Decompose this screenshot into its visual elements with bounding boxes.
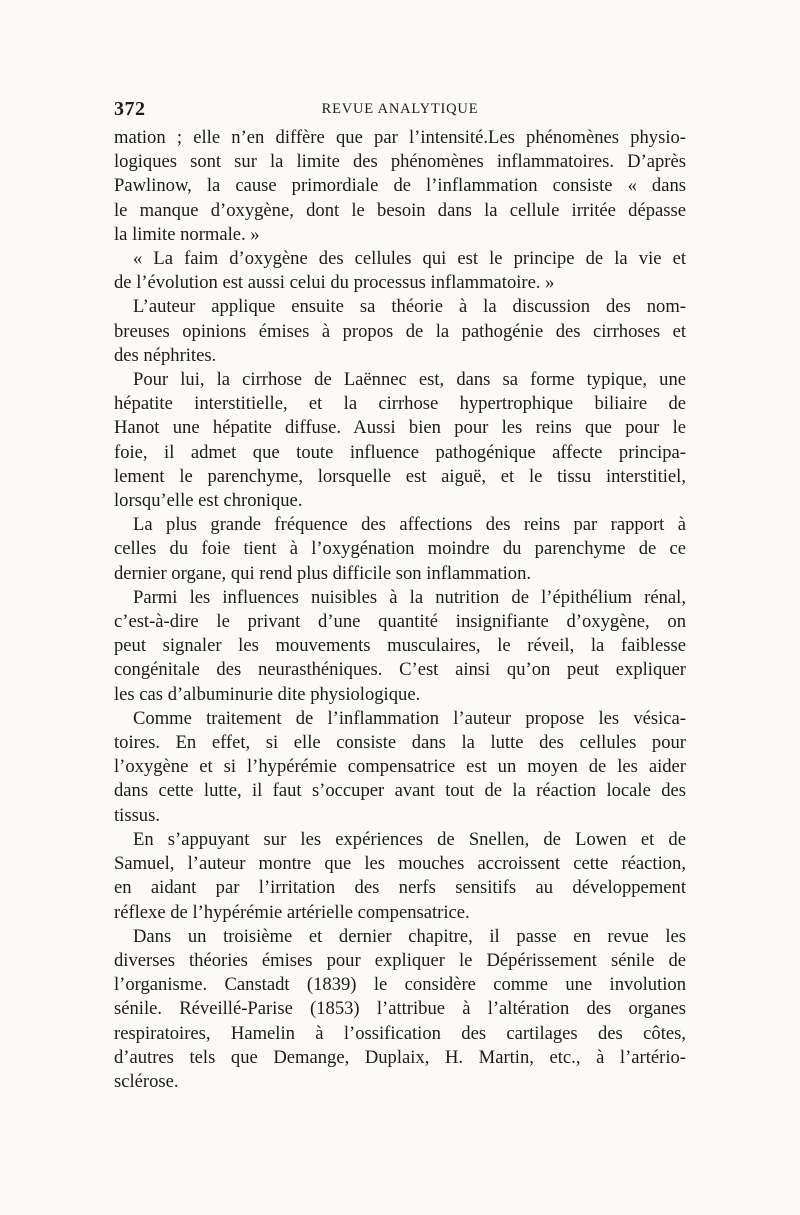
text-line: Hanot une hépatite diffuse. Aussi bien pour les reins que pour le: [114, 417, 686, 439]
text-line: toires. En effet, si elle consiste dans la lutte des cellules pour: [114, 732, 686, 754]
text-line: breuses opinions émises à propos de la pathogénie des cirrhoses et: [114, 320, 686, 342]
text-line: la limite normale. »: [114, 223, 260, 245]
text-line: mation ; elle n’en diffère que par l’intensité.Les phénomènes physio-: [114, 127, 686, 148]
text-line: lorsqu’elle est chronique.: [114, 490, 303, 512]
text-line: logiques sont sur la limite des phénomènes inflammatoires. D’après: [114, 151, 686, 173]
text-line: Pour lui, la cirrhose de Laënnec est, dans sa forme typique, une: [133, 369, 686, 391]
paragraph-5: [114, 513, 686, 586]
text-line: Pawlinow, la cause primordiale de l’inflammation consiste « dans: [114, 175, 686, 197]
text-line: Dans un troisième et dernier chapitre, il passe en revue les: [133, 925, 686, 947]
text-line: d’autres tels que Demange, Duplaix, H. Martin, etc., à l’artério-: [114, 1046, 686, 1068]
text-line: En s’appuyant sur les expériences de Snellen, de Lowen et de: [133, 828, 686, 850]
page-header: [114, 98, 686, 122]
text-line: sénile. Réveillé-Parise (1853) l’attribue à l’altération des organes: [114, 998, 686, 1020]
text-line: sclérose.: [114, 1070, 179, 1092]
text-line: dans cette lutte, il faut s’occuper avant tout de la réaction locale des: [114, 780, 686, 802]
text-line: de l’évolution est aussi celui du processus inflammatoire. »: [114, 272, 555, 294]
paragraph-7: [114, 707, 686, 828]
text-line: hépatite interstitielle, et la cirrhose hypertrophique biliaire de: [114, 393, 686, 415]
body-text: [114, 126, 686, 1094]
text-line: respiratoires, Hamelin à l’ossification des cartilages des côtes,: [114, 1022, 686, 1044]
text-line: réflexe de l’hypérémie artérielle compensatrice.: [114, 901, 470, 923]
paragraph-6: [114, 586, 686, 707]
text-line: des néphrites.: [114, 344, 217, 366]
text-line: l’oxygène et si l’hypérémie compensatrice est un moyen de les aider: [114, 756, 686, 778]
text-line: l’organisme. Canstadt (1839) le considère comme une involution: [114, 974, 686, 996]
paragraph-1: [114, 126, 686, 247]
paragraph-9: [114, 925, 686, 1094]
text-line: c’est-à-dire le privant d’une quantité insignifiante d’oxygène, on: [114, 611, 686, 633]
text-line: le manque d’oxygène, dont le besoin dans la cellule irritée dépasse: [114, 199, 686, 221]
text-line: lement le parenchyme, lorsquelle est aiguë, et le tissu interstitiel,: [114, 465, 686, 487]
text-line: tissus.: [114, 804, 160, 826]
text-line: diverses théories émises pour expliquer le Dépérissement sénile de: [114, 949, 686, 971]
text-line: en aidant par l’irritation des nerfs sensitifs au développement: [114, 877, 686, 899]
text-line: Comme traitement de l’inflammation l’auteur propose les vésica-: [133, 707, 686, 729]
text-line: « La faim d’oxygène des cellules qui est le principe de la vie et: [133, 248, 686, 270]
text-line: peut signaler les mouvements musculaires, le réveil, la faiblesse: [114, 635, 686, 657]
text-line: congénitale des neurasthéniques. C’est ainsi qu’on peut expliquer: [114, 659, 686, 681]
text-line: les cas d’albuminurie dite physiologique.: [114, 683, 421, 705]
page-number: 372: [114, 98, 146, 120]
paragraph-8: [114, 828, 686, 925]
text-line: La plus grande fréquence des affections des reins par rapport à: [133, 514, 686, 536]
paragraph-4: [114, 368, 686, 513]
paragraph-3: [114, 295, 686, 368]
running-title: REVUE ANALYTIQUE: [321, 101, 479, 117]
text-line: foie, il admet que toute influence pathogénique affecte principa-: [114, 441, 686, 463]
text-line: L’auteur applique ensuite sa théorie à la discussion des nom-: [133, 296, 686, 318]
text-line: dernier organe, qui rend plus difficile son inflammation.: [114, 562, 532, 584]
paragraph-2: [114, 247, 686, 295]
text-line: celles du foie tient à l’oxygénation moindre du parenchyme de ce: [114, 538, 686, 560]
text-line: Samuel, l’auteur montre que les mouches accroissent cette réaction,: [114, 853, 686, 875]
text-line: Parmi les influences nuisibles à la nutrition de l’épithélium rénal,: [133, 586, 686, 608]
